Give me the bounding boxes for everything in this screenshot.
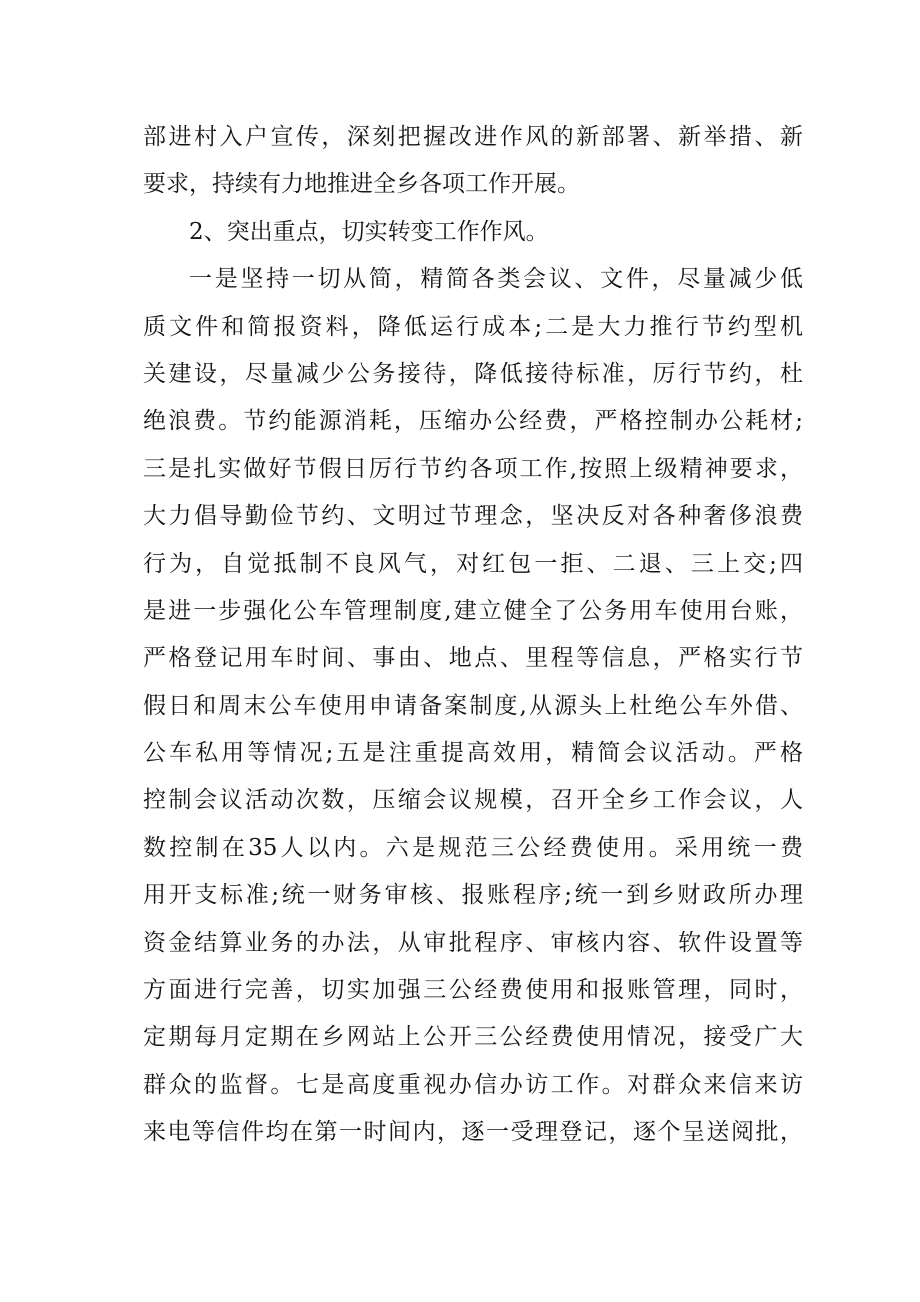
text-line: 方面进行完善，切实加强三公经费使用和报账管理，同时， <box>143 977 803 1004</box>
text-line: 一是坚持一切从简，精简各类会议、文件，尽量减少低 <box>189 266 803 293</box>
text-line: 数控制在35人以内。六是规范三公经费使用。采用统一费 <box>143 834 803 861</box>
text-line: 行为，自觉抵制不良风气，对红包一拒、二退、三上交;四 <box>143 550 803 577</box>
text-line: 大力倡导勤俭节约、文明过节理念，坚决反对各种奢侈浪费 <box>143 503 803 530</box>
text-line: 假日和周末公车使用申请备案制度,从源头上杜绝公车外借、 <box>143 692 803 719</box>
text-line: 关建设，尽量减少公务接待，降低接待标准，厉行节约，杜 <box>143 360 803 387</box>
text-line: 控制会议活动次数，压缩会议规模，召开全乡工作会议，人 <box>143 787 803 814</box>
text-line: 绝浪费。节约能源消耗，压缩办公经费，严格控制办公耗材; <box>143 408 803 435</box>
text-line: 群众的监督。七是高度重视办信办访工作。对群众来信来访 <box>143 1071 803 1098</box>
text-line: 是进一步强化公车管理制度,建立健全了公务用车使用台账， <box>143 597 803 624</box>
text-line: 来电等信件均在第一时间内，逐一受理登记，逐个呈送阅批， <box>143 1119 803 1146</box>
text-line: 质文件和简报资料，降低运行成本;二是大力推行节约型机 <box>143 313 803 340</box>
text-line: 三是扎实做好节假日厉行节约各项工作,按照上级精神要求， <box>143 455 803 482</box>
section-heading: 2、突出重点，切实转变工作作风。 <box>189 218 549 245</box>
text-line: 定期每月定期在乡网站上公开三公经费使用情况，接受广大 <box>143 1024 803 1051</box>
text-line: 资金结算业务的办法，从审批程序、审核内容、软件设置等 <box>143 929 803 956</box>
text-line: 用开支标准;统一财务审核、报账程序;统一到乡财政所办理 <box>143 882 803 909</box>
body-text <box>143 114 803 1157</box>
text-line: 部进村入户宣传，深刻把握改进作风的新部署、新举措、新 <box>143 124 803 150</box>
text-line: 要求，持续有力地推进全乡各项工作开展。 <box>143 171 580 198</box>
text-line: 严格登记用车时间、事由、地点、里程等信息，严格实行节 <box>143 645 803 672</box>
text-line: 公车私用等情况;五是注重提高效用，精简会议活动。严格 <box>143 740 803 767</box>
